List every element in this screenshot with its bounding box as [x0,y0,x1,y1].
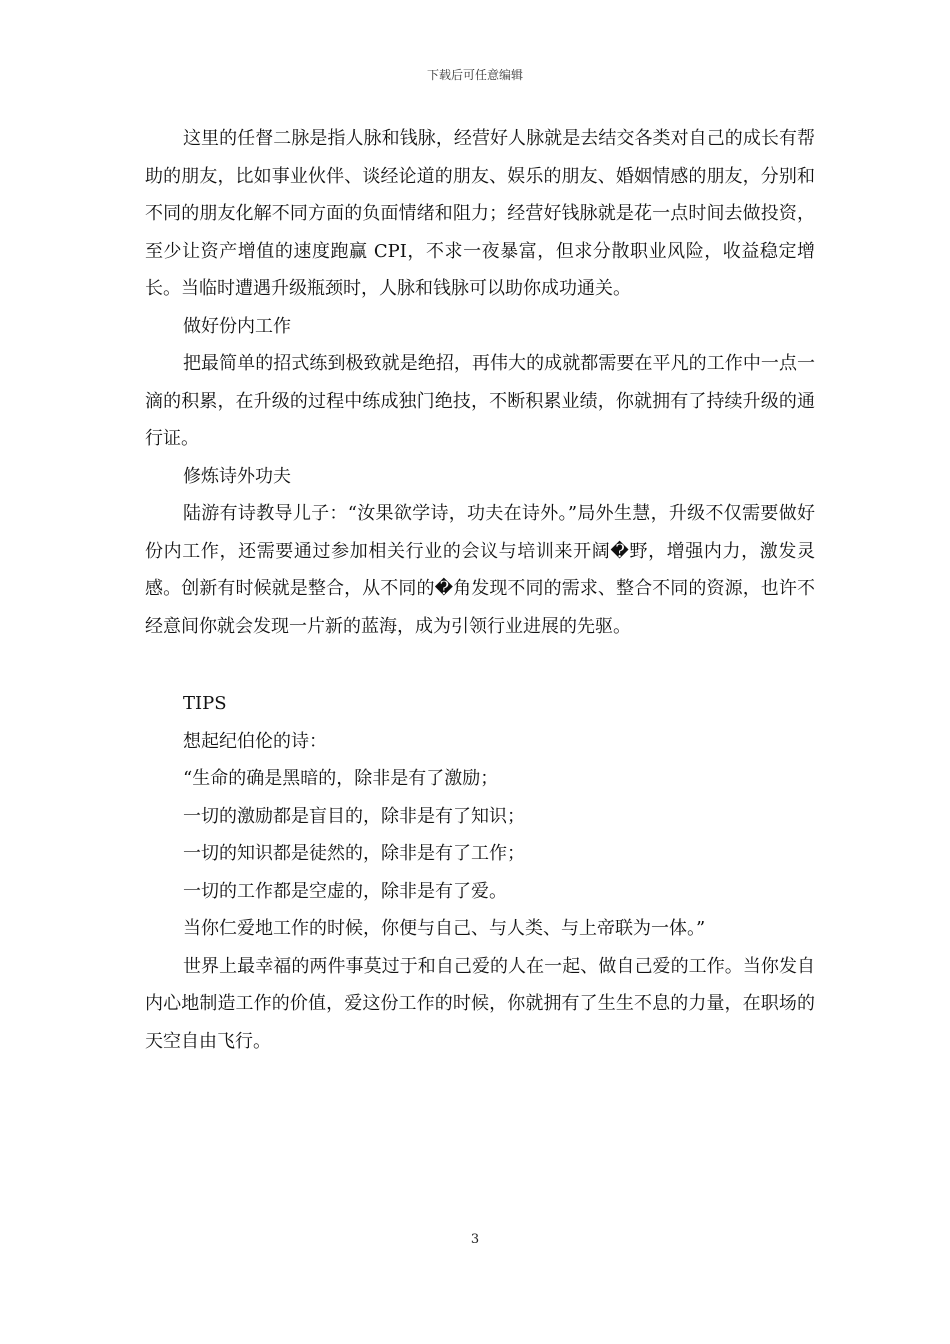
paragraph-network: 这里的任督二脉是指人脉和钱脉，经营好人脉就是去结交各类对自己的成长有帮助的朋友，比如事业伙伴、谈经论道的朋友、娱乐的朋友、婚姻情感的朋友，分别和不同的朋友化解不同方面的负面情绪和阻力；经营好钱脉就是花一点时间去做投资，至少让资产增值的速度跑赢 CPI，不求一夜暴富，但求分散职业风险，收益稳定增长。当临时遭遇升级瓶颈时，人脉和钱脉可以助你成功通关。 [145,128,815,299]
tips-label: TIPS [183,693,227,714]
poem-line: 一切的知识都是徒然的，除非是有了工作； [183,843,525,864]
paragraph-work: 把最简单的招式练到极致就是绝招，再伟大的成就都需要在平凡的工作中一点一滴的积累，在升级的过程中练成独门绝技，不断积累业绩，你就拥有了持续升级的通行证。 [145,353,815,449]
poem-line: 一切的激励都是盲目的，除非是有了知识； [183,805,525,827]
section-heading-skills: 修炼诗外功夫 [183,465,291,487]
page-header: 下载后可任意编辑 [426,68,523,82]
page-number: 3 [470,1232,480,1247]
paragraph-conclusion: 世界上最幸福的两件事莫过于和自己爱的人在一起、做自己爱的工作。当你发自内心地制造工作的价值，爱这份工作的时候，你就拥有了生生不息的力量，在职场的天空自由飞行。 [145,955,815,1052]
poem-line: “生命的确是黑暗的，除非是有了激励； [183,768,499,789]
spacer [145,645,815,685]
section-heading-work: 做好份内工作 [183,315,291,337]
poem-line: 当你仁爱地工作的时候，你便与自己、与人类、与上帝联为一体。” [183,918,706,939]
document-body [145,120,815,1060]
poem-line: 一切的工作都是空虚的，除非是有了爱。 [183,880,507,902]
poem-intro: 想起纪伯伦的诗： [183,730,327,752]
paragraph-skills: 陆游有诗教导儿子：“汝果欲学诗，功夫在诗外。”局外生慧，升级不仅需要做好份内工作，还需要通过参加相关行业的会议与培训来开阔�野，增强内力，激发灵感。创新有时候就是整合，从不同的�角发现不同的需求、整合不同的资源，也许不经意间你就会发现一片新的蓝海，成为引领行业进展的先驱。 [145,503,815,637]
